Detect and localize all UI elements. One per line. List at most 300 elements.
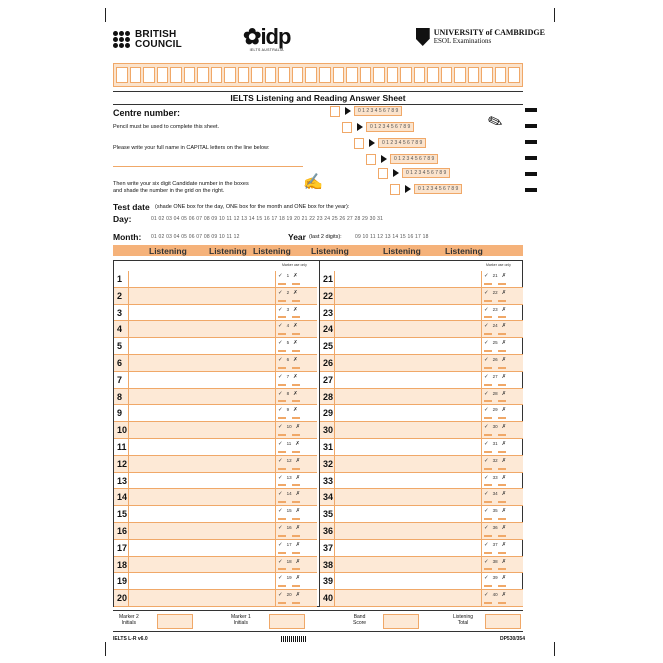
marker-bubbles[interactable] [484,434,506,436]
band-label: Listening [311,245,349,256]
marker-bubbles[interactable] [278,451,300,453]
marker-bubbles[interactable] [484,400,506,402]
tick-icon[interactable]: ✓ [278,508,283,515]
marker-question-number: 23 [492,306,498,312]
answer-field[interactable] [334,573,482,589]
marker-bubbles[interactable] [278,568,300,570]
cross-icon[interactable]: ✗ [293,390,298,397]
answer-field[interactable] [128,573,276,589]
answer-field[interactable] [334,590,482,606]
marker-area[interactable] [278,525,300,531]
cross-icon[interactable]: ✗ [501,357,507,363]
marker-question-number: 33 [492,474,498,480]
tick-icon[interactable]: ✓ [484,273,489,279]
answer-field[interactable] [128,372,276,388]
cross-icon[interactable]: ✗ [293,357,298,363]
tick-icon[interactable]: ✓ [278,424,283,431]
marker-bubbles[interactable] [484,501,506,503]
marker-area[interactable] [278,475,300,481]
marker-bubbles[interactable] [484,535,506,537]
tick-icon[interactable]: ✓ [278,306,283,313]
marker-area[interactable] [484,508,506,514]
answer-field[interactable] [128,305,276,321]
name-line[interactable] [113,166,303,167]
answer-field[interactable] [128,321,276,337]
cross-icon[interactable]: ✗ [293,289,298,296]
name-boxes[interactable] [113,63,523,87]
candidate-digit-row[interactable] [381,154,438,164]
answer-field[interactable] [128,506,276,522]
answer-field[interactable] [128,271,276,287]
marker-bubbles[interactable] [278,501,300,503]
cambridge-logo [416,28,545,46]
answer-row [114,573,317,590]
digit-options[interactable]: 0 1 2 3 4 5 6 7 8 9 [366,122,414,132]
tick-icon[interactable]: ✓ [278,525,283,531]
answer-field[interactable] [334,405,482,421]
marker-question-number: 35 [492,508,498,514]
cross-icon[interactable]: ✗ [501,575,507,582]
cross-icon[interactable]: ✗ [295,508,301,515]
marker-bubbles[interactable] [278,283,300,285]
cross-icon[interactable]: ✗ [501,541,507,548]
marker-area[interactable] [278,491,300,497]
tick-icon[interactable]: ✓ [484,323,489,330]
marker-area[interactable] [484,424,506,430]
marker-bubbles[interactable] [278,602,300,604]
tick-icon[interactable]: ✓ [278,558,283,565]
tick-icon[interactable]: ✓ [278,340,283,347]
answer-field[interactable] [334,355,482,371]
tick-icon[interactable]: ✓ [484,525,489,531]
marker-area[interactable] [484,391,506,397]
test-date-label: Test date [113,202,150,212]
cross-icon[interactable]: ✗ [293,340,298,347]
answer-field[interactable] [128,338,276,354]
marker-area[interactable] [278,290,298,296]
marker-bubbles[interactable] [278,434,300,436]
marker-area[interactable] [484,491,506,497]
cross-icon[interactable]: ✗ [501,373,507,380]
answer-field[interactable] [128,439,276,455]
timing-mark [525,140,537,144]
question-number: 6 [117,358,123,368]
test-date-instruction: (shade ONE box for the day, ONE box for the month and ONE box for the year): [155,204,350,210]
centre-number-label: Centre number: [113,108,181,118]
answer-row [320,305,523,322]
question-number: 36 [323,526,334,536]
marker-question-number: 37 [492,541,498,547]
listening-band [113,245,523,256]
candidate-digit-row[interactable] [393,168,450,178]
tick-icon[interactable]: ✓ [484,592,489,599]
tick-icon[interactable]: ✓ [484,474,489,481]
marker-question-number: 15 [286,508,292,514]
answer-field[interactable] [334,557,482,573]
candidate-digit-box[interactable] [366,154,376,165]
question-number: 4 [117,324,123,335]
marker-area[interactable] [484,273,506,279]
marker-area[interactable] [278,323,298,329]
answer-row [320,557,523,574]
cross-icon[interactable]: ✗ [295,525,301,531]
band-score-box[interactable] [383,614,419,629]
marker-area[interactable] [484,525,506,531]
marker-area[interactable] [278,542,300,548]
candidate-digit-box[interactable] [378,168,388,179]
cross-icon[interactable]: ✗ [295,541,301,548]
month-options[interactable]: 01 02 03 04 05 06 07 08 09 10 11 12 [151,234,240,240]
marker-area[interactable] [484,559,506,565]
marker-area[interactable] [278,424,300,430]
answer-field[interactable] [334,540,482,556]
answer-field[interactable] [334,338,482,354]
answer-field[interactable] [334,439,482,455]
answer-row [320,271,523,288]
digit-options[interactable]: 0 1 2 3 4 5 6 7 8 9 [390,154,438,164]
marker-area[interactable] [484,323,506,329]
marker-area[interactable] [278,575,300,581]
cross-icon[interactable]: ✗ [501,390,507,397]
question-number: 24 [323,324,334,335]
cross-icon[interactable]: ✗ [501,474,507,481]
cross-icon[interactable]: ✗ [295,558,301,565]
tick-icon[interactable]: ✓ [484,390,489,397]
answer-row [320,506,523,523]
digit-options[interactable]: 0 1 2 3 4 5 6 7 8 9 [354,106,402,116]
marker-area[interactable] [278,340,298,346]
tick-icon[interactable]: ✓ [484,373,489,380]
cross-icon[interactable]: ✗ [501,592,507,599]
marker-area[interactable] [278,592,300,598]
answer-field[interactable] [128,557,276,573]
marker-area[interactable] [484,374,506,380]
answer-field[interactable] [128,489,276,505]
marker-area[interactable] [484,340,506,346]
marker-bubbles[interactable] [278,316,300,318]
answer-row [114,422,317,439]
marker-area[interactable] [278,357,298,363]
answer-field[interactable] [334,422,482,438]
tick-icon[interactable]: ✓ [278,289,283,296]
tick-icon[interactable]: ✓ [484,424,489,431]
tick-icon[interactable]: ✓ [278,373,283,380]
listening-total-line1: Listening [453,614,474,620]
marker-area[interactable] [484,592,506,598]
marker-question-number: 18 [286,558,292,564]
marker-question-number: 17 [286,541,292,547]
question-number: 9 [117,408,123,419]
answer-row [114,473,317,490]
marker-bubbles[interactable] [484,300,506,302]
marker-question-number: 2 [286,289,290,295]
marker-bubbles[interactable] [484,316,506,318]
digit-options[interactable]: 0 1 2 3 4 5 6 7 8 9 [414,184,462,194]
tick-icon[interactable]: ✓ [484,357,489,363]
tick-icon[interactable]: ✓ [278,457,283,464]
crop-mark [105,642,106,656]
tick-icon[interactable]: ✓ [278,575,283,582]
tick-icon[interactable]: ✓ [278,273,283,279]
marker1-initials-box[interactable] [269,614,305,629]
marker-area[interactable] [278,407,298,413]
marker-area[interactable] [484,475,506,481]
tick-icon[interactable]: ✓ [484,340,489,347]
cross-icon[interactable]: ✗ [501,441,507,447]
cross-icon[interactable]: ✗ [501,508,507,515]
band-label: Listening [445,245,483,256]
marker-question-number: 3 [286,306,290,312]
marker-area[interactable] [484,407,506,413]
question-number: 40 [323,593,334,604]
answer-field[interactable] [128,456,276,472]
marker-area[interactable] [484,542,506,548]
answer-field[interactable] [334,523,482,539]
sheet-title: IELTS Listening and Reading Answer Sheet [113,91,523,105]
cross-icon[interactable]: ✗ [501,424,507,431]
marker-question-number: 9 [286,407,290,413]
cross-icon[interactable]: ✗ [293,407,298,414]
marker-bubbles[interactable] [278,367,300,369]
answer-field[interactable] [334,456,482,472]
idp-wordmark: idp [260,24,291,49]
answer-field[interactable] [334,305,482,321]
marker-area[interactable] [484,290,506,296]
tick-icon[interactable]: ✓ [484,575,489,582]
answer-row [320,456,523,473]
cross-icon[interactable]: ✗ [501,340,507,347]
answer-field[interactable] [334,389,482,405]
answer-field[interactable] [128,473,276,489]
marker-bubbles[interactable] [484,350,506,352]
answer-field[interactable] [128,540,276,556]
answer-field[interactable] [334,372,482,388]
answer-field[interactable] [128,288,276,304]
marker-area[interactable] [278,307,298,313]
band-score-line1: Band [353,614,366,620]
answer-field[interactable] [128,355,276,371]
marker-bubbles[interactable] [278,585,300,587]
cross-icon[interactable]: ✗ [501,491,507,498]
marker-bubbles[interactable] [278,384,300,386]
marker-area[interactable] [484,458,506,464]
question-number: 27 [323,374,334,385]
cross-icon[interactable]: ✗ [295,474,301,481]
marker-bubbles[interactable] [278,468,300,470]
marker-area[interactable] [278,508,300,514]
marker-bubbles[interactable] [484,484,506,486]
tick-icon[interactable]: ✓ [278,323,283,330]
marker-area[interactable] [278,458,300,464]
centre-digit-row[interactable] [345,106,402,116]
marker-question-number: 13 [286,474,292,480]
cross-icon[interactable]: ✗ [295,424,301,431]
marker-bubbles[interactable] [278,333,300,335]
candidate-digit-row[interactable] [357,122,414,132]
marker-area[interactable] [278,441,300,447]
marker-question-number: 39 [492,575,498,581]
listening-total-box[interactable] [485,614,521,629]
pencil-icon: ✎ [484,110,506,135]
marker1-line2: Initials [233,620,248,626]
marker-question-number: 16 [286,525,292,530]
answer-field[interactable] [128,422,276,438]
tick-icon[interactable]: ✓ [484,407,489,414]
digit-options[interactable]: 0 1 2 3 4 5 6 7 8 9 [402,168,450,178]
marker-area[interactable] [484,575,506,581]
candidate-digit-row[interactable] [405,184,462,194]
marker-area[interactable] [484,307,506,313]
marker-question-number: 28 [492,390,498,396]
year-options[interactable]: 09 10 11 12 13 14 15 16 17 18 [355,234,429,240]
answer-row [114,540,317,557]
tick-icon[interactable]: ✓ [484,508,489,515]
answer-row [320,288,523,305]
marker-bubbles[interactable] [484,568,506,570]
marker-bubbles[interactable] [278,535,300,537]
question-number: 20 [117,593,128,604]
marker-bubbles[interactable] [484,585,506,587]
cross-icon[interactable]: ✗ [501,558,507,565]
cross-icon[interactable]: ✗ [295,441,300,447]
form-code: IELTS L-R v6.0 [113,636,148,642]
cross-icon[interactable]: ✗ [501,289,507,296]
answer-field[interactable] [128,590,276,606]
tick-icon[interactable]: ✓ [278,390,283,397]
marker-area[interactable] [278,559,300,565]
marker-bubbles[interactable] [484,417,506,419]
marker-area[interactable] [278,273,298,279]
tick-icon[interactable]: ✓ [484,289,489,296]
marker1-line1: Marker 1 [231,614,251,620]
question-number: 23 [323,307,334,318]
tick-icon[interactable]: ✓ [278,407,283,414]
footer-marker-band [113,610,523,632]
tick-icon[interactable]: ✓ [278,541,283,548]
cross-icon[interactable]: ✗ [501,525,507,531]
marker-bubbles[interactable] [484,518,506,520]
tick-icon[interactable]: ✓ [484,541,489,548]
marker-question-number: 5 [286,340,290,346]
band-label: Listening [209,245,247,256]
cross-icon[interactable]: ✗ [501,323,507,330]
marker-bubbles[interactable] [484,384,506,386]
idp-flower-icon: ✿ [243,24,261,49]
marker-bubbles[interactable] [278,300,300,302]
cross-icon[interactable]: ✗ [501,457,507,464]
marker-question-number: 34 [492,491,498,497]
year-note: (last 2 digits): [309,234,342,240]
question-number: 22 [323,290,334,301]
british-council-line2: COUNCIL [135,39,182,50]
marker-bubbles[interactable] [484,283,506,285]
candidate-digit-box[interactable] [390,184,400,195]
cross-icon[interactable]: ✗ [501,273,507,279]
candidate-digit-box[interactable] [354,138,364,149]
answer-field[interactable] [334,473,482,489]
cross-icon[interactable]: ✗ [295,592,301,599]
marker-bubbles[interactable] [278,417,300,419]
marker-bubbles[interactable] [484,451,506,453]
marker-bubbles[interactable] [278,552,300,554]
cross-icon[interactable]: ✗ [501,407,507,414]
marker-bubbles[interactable] [278,400,300,402]
marker-bubbles[interactable] [278,518,300,520]
question-number: 12 [117,458,128,469]
cross-icon[interactable]: ✗ [295,491,301,498]
tick-icon[interactable]: ✓ [278,441,283,447]
marker-area[interactable] [484,441,506,447]
marker-question-number: 30 [492,424,498,430]
marker-bubbles[interactable] [484,602,506,604]
marker-question-number: 24 [492,323,498,329]
candidate-digit-row[interactable] [369,138,426,148]
marker-bubbles[interactable] [278,350,300,352]
tick-icon[interactable]: ✓ [278,491,283,498]
answer-row [114,389,317,406]
answer-row [320,372,523,389]
digit-options[interactable]: 0 1 2 3 4 5 6 7 8 9 [378,138,426,148]
marker-question-number: 12 [286,457,292,463]
tick-icon[interactable]: ✓ [278,592,283,599]
tick-icon[interactable]: ✓ [484,306,489,313]
tick-icon[interactable]: ✓ [484,457,489,464]
marker-bubbles[interactable] [484,468,506,470]
marker-area[interactable] [484,357,506,363]
answer-field[interactable] [334,489,482,505]
marker2-initials-box[interactable] [157,614,193,629]
candidate-digit-box[interactable] [342,122,352,133]
cross-icon[interactable]: ✗ [501,306,507,313]
marker-bubbles[interactable] [484,367,506,369]
marker-use-label: Marker use only [486,263,511,267]
answer-field[interactable] [128,389,276,405]
tick-icon[interactable]: ✓ [484,491,489,498]
tick-icon[interactable]: ✓ [484,558,489,565]
answer-field[interactable] [334,288,482,304]
candidate-digit-box[interactable] [330,106,340,117]
question-number: 3 [117,307,123,318]
cross-icon[interactable]: ✗ [293,306,298,313]
answer-field[interactable] [334,506,482,522]
barcode [281,636,307,642]
tick-icon[interactable]: ✓ [278,357,283,363]
day-options[interactable]: 01 02 03 04 05 06 07 08 09 10 11 12 13 14 15 16 17 18 19 20 21 22 23 24 25 26 27 28 29 30 31 [151,216,384,222]
marker-area[interactable] [278,374,298,380]
tick-icon[interactable]: ✓ [484,441,489,447]
cross-icon[interactable]: ✗ [293,323,298,330]
answer-field[interactable] [334,321,482,337]
answer-field[interactable] [334,271,482,287]
cross-icon[interactable]: ✗ [293,373,298,380]
marker-bubbles[interactable] [484,333,506,335]
cross-icon[interactable]: ✗ [293,273,298,279]
marker-question-number: 29 [492,407,498,413]
marker-question-number: 40 [492,592,498,598]
crop-mark [554,8,555,22]
answer-field[interactable] [128,523,276,539]
cross-icon[interactable]: ✗ [295,457,301,464]
answer-table [113,260,523,607]
marker-area[interactable] [278,391,298,397]
cross-icon[interactable]: ✗ [295,575,301,582]
marker-bubbles[interactable] [278,484,300,486]
answer-field[interactable] [128,405,276,421]
marker-bubbles[interactable] [484,552,506,554]
tick-icon[interactable]: ✓ [278,474,283,481]
question-number: 14 [117,492,128,503]
question-number: 21 [323,274,334,284]
